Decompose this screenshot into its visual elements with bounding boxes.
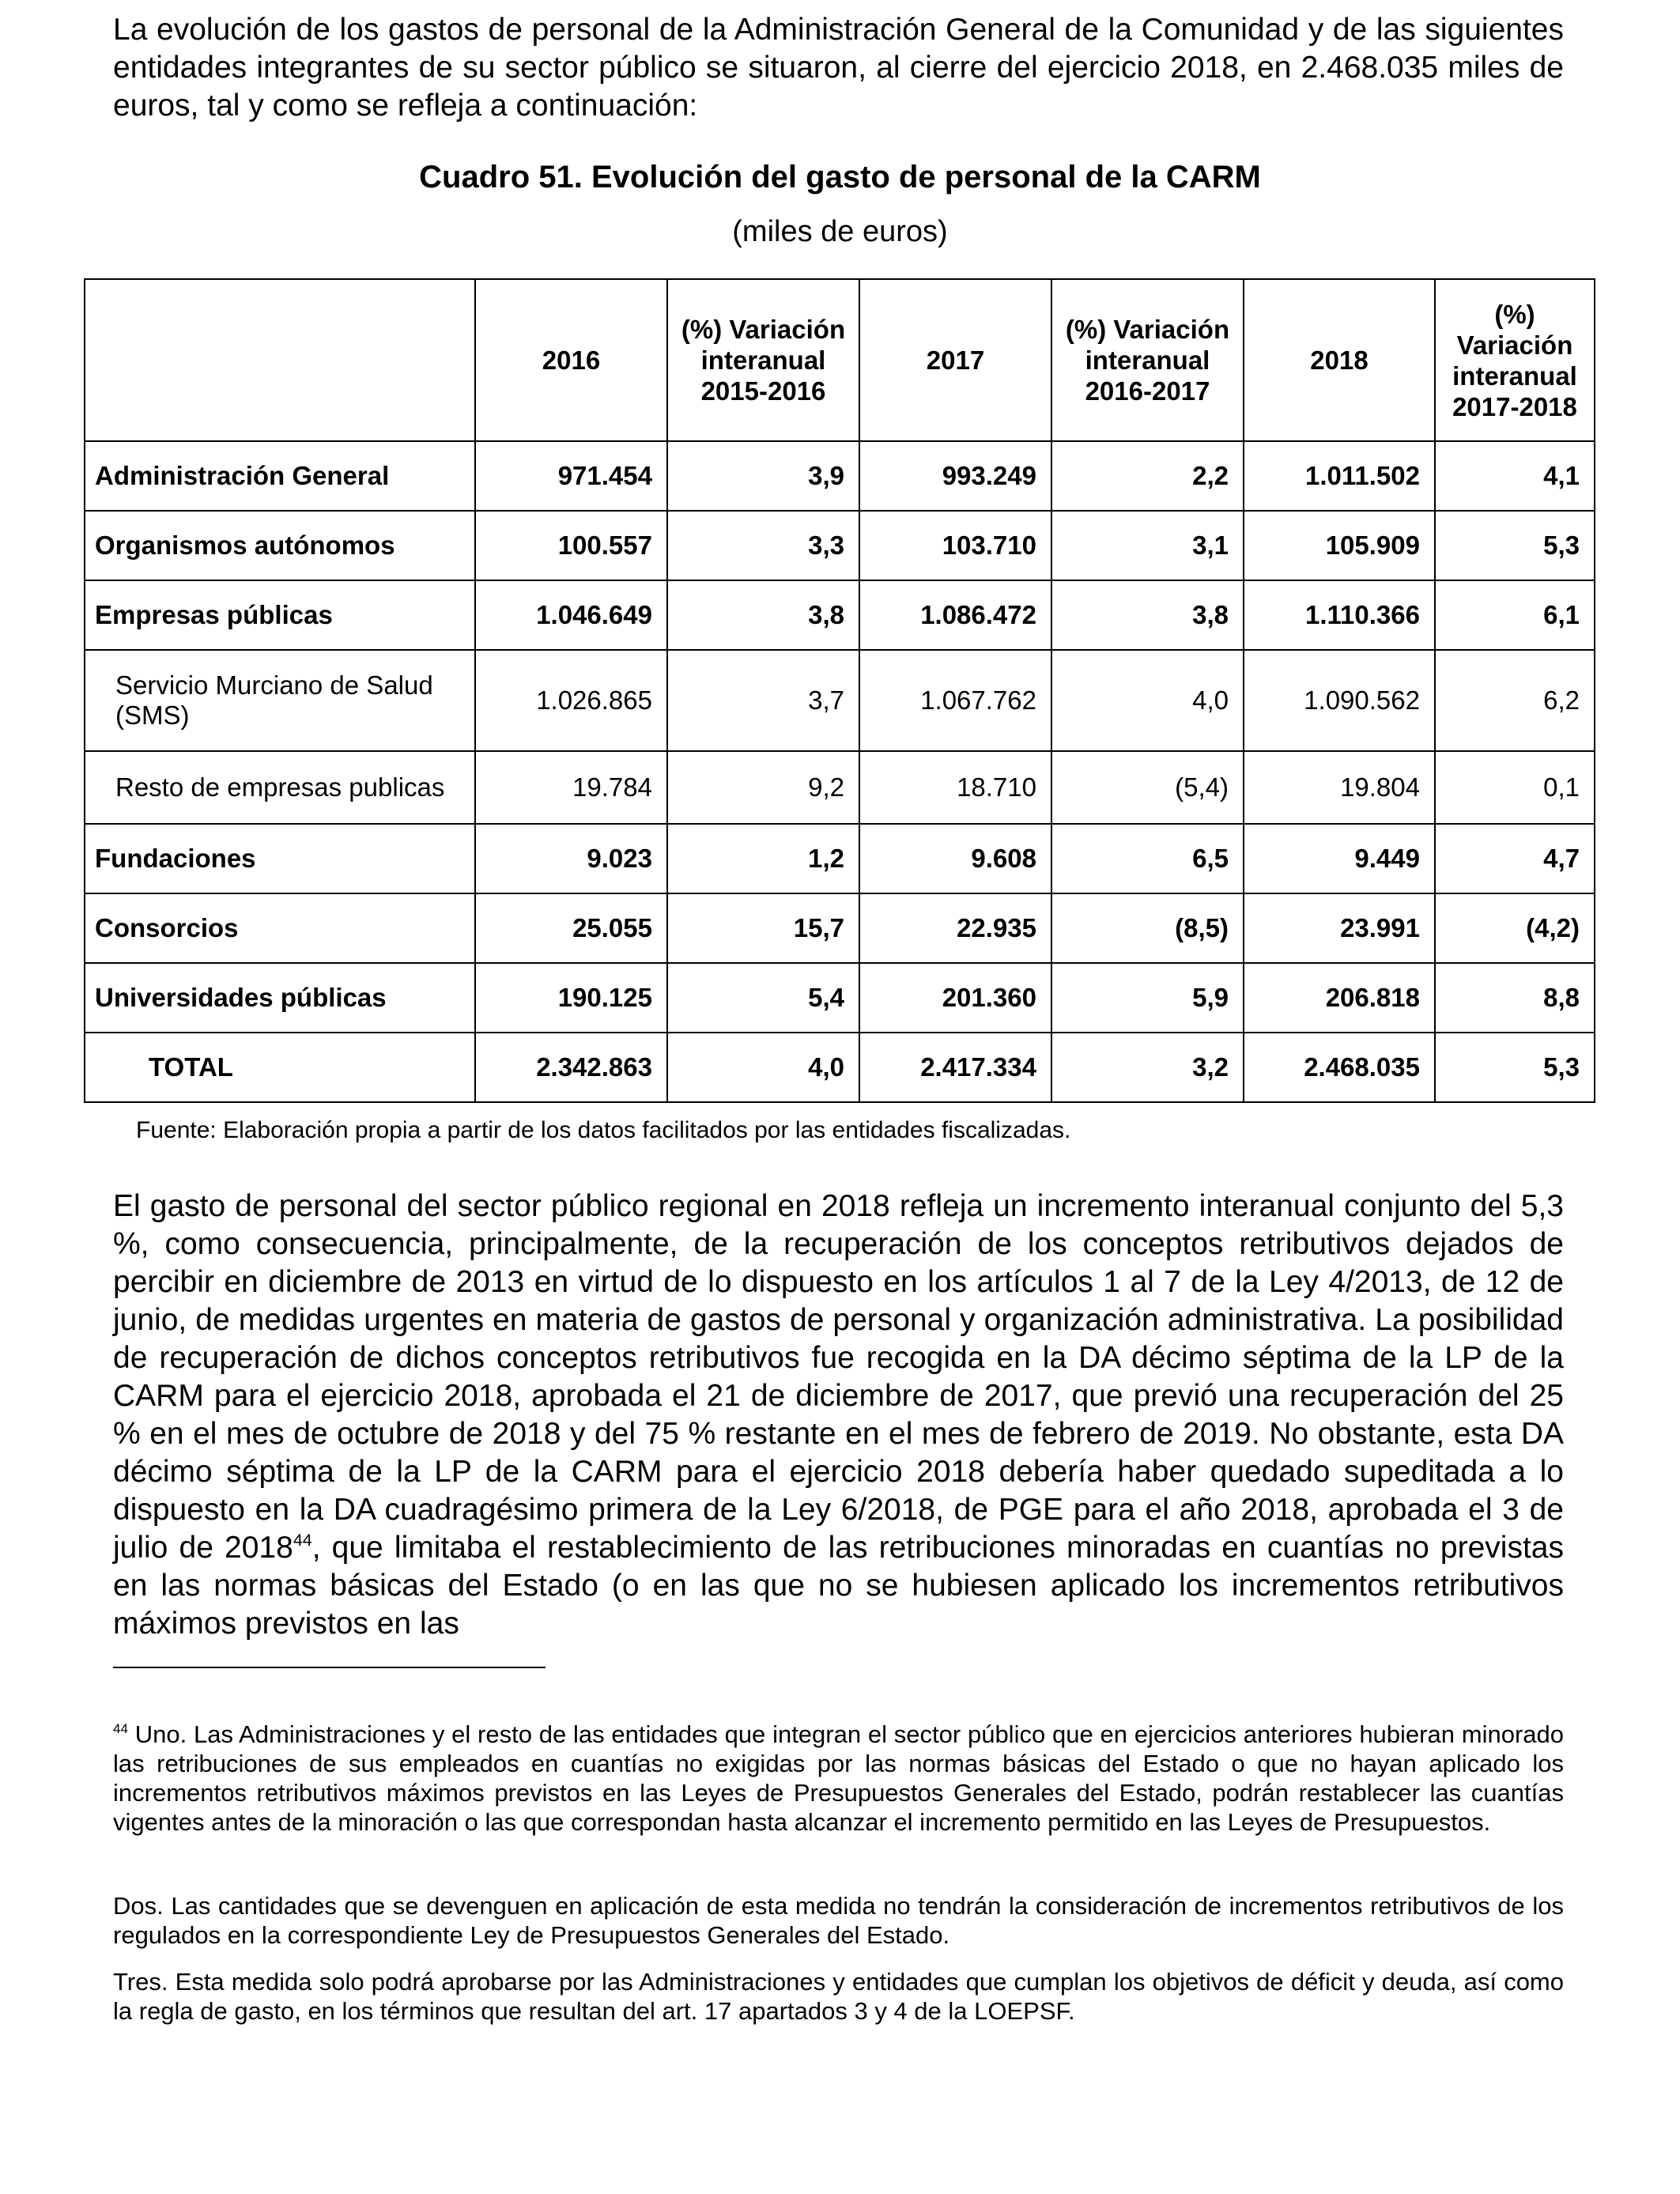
table-row: [85, 580, 1595, 650]
cell: 9,2: [667, 751, 859, 824]
total-label: TOTAL: [85, 1033, 475, 1102]
cell: 1.046.649: [475, 580, 667, 650]
cell: 9.023: [475, 824, 667, 893]
cell: 206.818: [1244, 963, 1435, 1033]
cell: 4,0: [667, 1033, 859, 1102]
cell: 5,3: [1435, 511, 1595, 580]
cell: 5,4: [667, 963, 859, 1033]
table-header-row: [85, 279, 1595, 441]
cell: 3,2: [1051, 1033, 1244, 1102]
body-paragraph: [113, 1188, 1564, 1643]
cell: 3,7: [667, 650, 859, 751]
cell: (5,4): [1051, 751, 1244, 824]
cell: 2.417.334: [859, 1033, 1051, 1102]
footnote-uno: [113, 1720, 1564, 1837]
cell: 3,8: [667, 580, 859, 650]
footnote-uno-text: Uno. Las Administraciones y el resto de las entidades que integran el sector público que en ejercicios anteriores hubieran minorado las retribuciones de sus empleados en cuantías no exigidas por las normas básicas del Estado o que no hayan aplicado los incrementos retributivos máximos previstos en las Leyes de Presupuestos Generales del Estado, podrán restablecer las cuantías vigentes antes de la minoración o las que correspondan hasta alcanzar el incremento permitido en las Leyes de Presupuestos.: [113, 1720, 1564, 1836]
footnote-tres: Tres. Esta medida solo podrá aprobarse por las Administraciones y entidades que cumplan los objetivos de déficit y deuda, así como la regla de gasto, en los términos que resultan del art. 17 apartados 3 y 4 de la LOEPSF.: [113, 1968, 1564, 2025]
cell: 6,5: [1051, 824, 1244, 893]
cell: 190.125: [475, 963, 667, 1033]
row-label: Organismos autónomos: [85, 511, 475, 580]
row-label: Resto de empresas publicas: [85, 751, 475, 824]
header-2017: 2017: [859, 279, 1051, 441]
cell: 8,8: [1435, 963, 1595, 1033]
table-row: [85, 824, 1595, 893]
footnote-separator: [113, 1667, 546, 1668]
header-var-2017-2018: (%) Variación interanual 2017-2018: [1435, 279, 1595, 441]
cell: 1.067.762: [859, 650, 1051, 751]
cell: 1,2: [667, 824, 859, 893]
cell: 5,3: [1435, 1033, 1595, 1102]
header-empty: [85, 279, 475, 441]
cell: 2,2: [1051, 441, 1244, 511]
cell: 2.468.035: [1244, 1033, 1435, 1102]
table-total-row: [85, 1033, 1595, 1102]
cell: 6,2: [1435, 650, 1595, 751]
table-units: (miles de euros): [732, 215, 948, 248]
cell: 5,9: [1051, 963, 1244, 1033]
cell: 971.454: [475, 441, 667, 511]
cell: 3,3: [667, 511, 859, 580]
cell: 19.804: [1244, 751, 1435, 824]
cell: 1.090.562: [1244, 650, 1435, 751]
cell: 25.055: [475, 893, 667, 963]
table-row: [85, 441, 1595, 511]
personnel-expense-table: [84, 278, 1595, 1103]
table-source-note: Fuente: Elaboración propia a partir de los datos facilitados por las entidades fiscalizadas.: [136, 1117, 1071, 1143]
cell: 105.909: [1244, 511, 1435, 580]
row-label: Administración General: [85, 441, 475, 511]
cell: 100.557: [475, 511, 667, 580]
table-row: [85, 963, 1595, 1033]
header-2016: 2016: [475, 279, 667, 441]
cell: 4,0: [1051, 650, 1244, 751]
body-text-part-1: El gasto de personal del sector público regional en 2018 refleja un incremento interanual conjunto del 5,3 %, como consecuencia, principalmente, de la recuperación de los conceptos retributivos dejados de percibir en diciembre de 2013 en virtud de lo dispuesto en los artículos 1 al 7 de la Ley 4/2013, de 12 de junio, de medidas urgentes en materia de gastos de personal y organización administrativa. La posibilidad de recuperación de dichos conceptos retributivos fue recogida en la DA décimo séptima de la LP de la CARM para el ejercicio 2018, aprobada el 21 de diciembre de 2017, que previó una recuperación del 25 % en el mes de octubre de 2018 y del 75 % restante en el mes de febrero de 2019. No obstante, esta DA décimo séptima de la LP de la CARM para el ejercicio 2018 debería haber quedado supeditada a lo dispuesto en la DA cuadragésimo primera de la Ley 6/2018, de PGE para el año 2018, aprobada el 3 de julio de 2018: [113, 1189, 1564, 1565]
cell: (8,5): [1051, 893, 1244, 963]
cell: 23.991: [1244, 893, 1435, 963]
table-row: [85, 511, 1595, 580]
body-text-part-2: , que limitaba el restablecimiento de las retribuciones minoradas en cuantías no previstas en las normas básicas del Estado (o en las que no se hubiesen aplicado los incrementos retributivos máximos previstos en las: [113, 1531, 1564, 1641]
cell: 201.360: [859, 963, 1051, 1033]
header-var-2015-2016: (%) Variación interanual 2015-2016: [667, 279, 859, 441]
cell: 1.110.366: [1244, 580, 1435, 650]
cell: 1.011.502: [1244, 441, 1435, 511]
cell: 3,9: [667, 441, 859, 511]
cell: 3,1: [1051, 511, 1244, 580]
row-label: Universidades públicas: [85, 963, 475, 1033]
cell: 2.342.863: [475, 1033, 667, 1102]
cell: 4,7: [1435, 824, 1595, 893]
row-label: Empresas públicas: [85, 580, 475, 650]
cell: (4,2): [1435, 893, 1595, 963]
footnote-dos: Dos. Las cantidades que se devenguen en aplicación de esta medida no tendrán la consideración de incrementos retributivos de los regulados en la correspondiente Ley de Presupuestos Generales del Estado.: [113, 1892, 1564, 1949]
intro-paragraph: La evolución de los gastos de personal de la Administración General de la Comunidad y de las siguientes entidades integrantes de su sector público se situaron, al cierre del ejercicio 2018, en 2.468.035 miles de euros, tal y como se refleja a continuación:: [113, 13, 1564, 123]
cell: 3,8: [1051, 580, 1244, 650]
cell: 19.784: [475, 751, 667, 824]
cell: 18.710: [859, 751, 1051, 824]
cell: 6,1: [1435, 580, 1595, 650]
cell: 4,1: [1435, 441, 1595, 511]
row-label: Fundaciones: [85, 824, 475, 893]
cell: 0,1: [1435, 751, 1595, 824]
header-var-2016-2017: (%) Variación interanual 2016-2017: [1051, 279, 1244, 441]
header-2018: 2018: [1244, 279, 1435, 441]
cell: 1.086.472: [859, 580, 1051, 650]
table-row: [85, 650, 1595, 751]
cell: 15,7: [667, 893, 859, 963]
table-row: [85, 751, 1595, 824]
table-title: Cuadro 51. Evolución del gasto de personal de la CARM: [419, 160, 1261, 194]
cell: 22.935: [859, 893, 1051, 963]
cell: 9.449: [1244, 824, 1435, 893]
cell: 103.710: [859, 511, 1051, 580]
row-label: Consorcios: [85, 893, 475, 963]
footnote-reference: 44: [293, 1531, 312, 1550]
row-label: Servicio Murciano de Salud (SMS): [85, 650, 475, 751]
footnote-number: 44: [113, 1721, 128, 1737]
table-row: [85, 893, 1595, 963]
cell: 9.608: [859, 824, 1051, 893]
cell: 1.026.865: [475, 650, 667, 751]
cell: 993.249: [859, 441, 1051, 511]
